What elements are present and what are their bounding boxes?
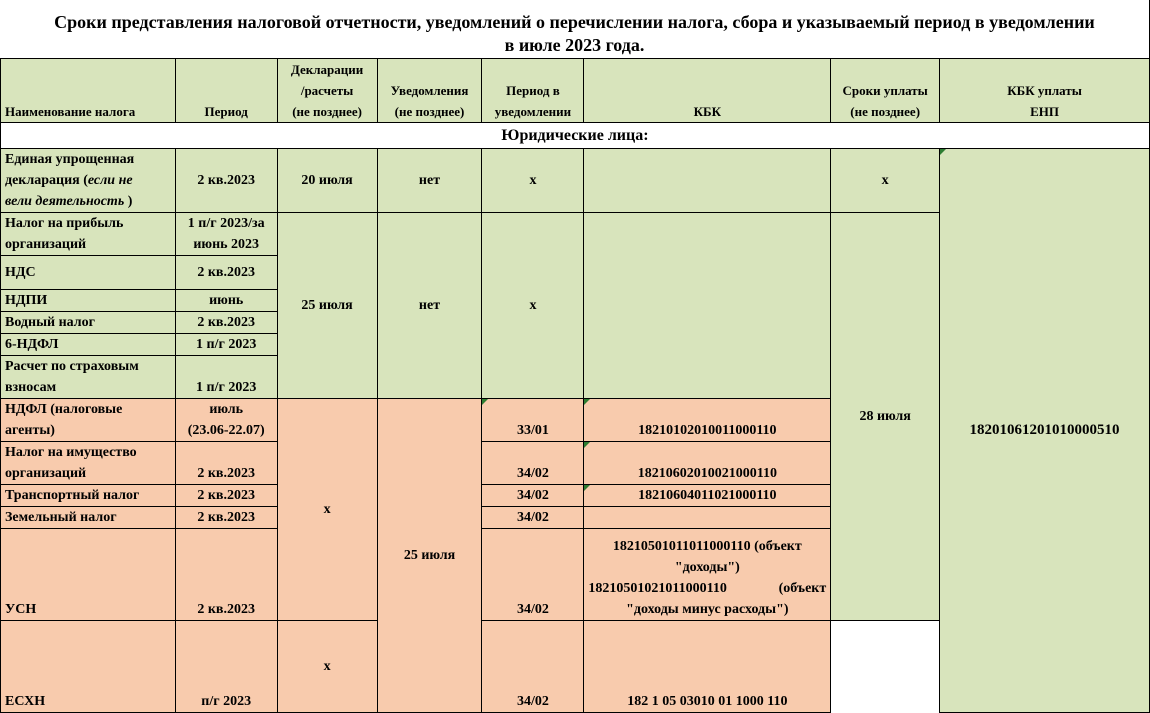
header-notice: [377, 59, 482, 123]
row-eshn-notice-period: 34/02: [482, 621, 584, 713]
header-declaration-line-1: Декларации: [290, 62, 364, 77]
row-usn-decl-period: 2 кв.2023: [175, 149, 277, 213]
row-transport-notice-period: 34/02: [482, 485, 584, 507]
row-ndfl-agents-kbk: 18210102010011000110: [584, 399, 831, 442]
row-profit-name: [1, 213, 176, 256]
usn-kbk-line-3: [588, 578, 826, 599]
row-water-name: Водный налог: [1, 312, 176, 334]
row-usn-decl-notice: нет: [377, 149, 482, 213]
row-transport-kbk: 18210604011021000110: [584, 485, 831, 507]
row-profit-period: [175, 213, 277, 256]
usn-kbk-line-2: "доходы"): [674, 560, 740, 575]
header-kbk-enp: [940, 59, 1150, 123]
row-eshn-period: п/г 2023: [175, 621, 277, 713]
property-name-line-1: Налог на имущество: [5, 445, 137, 460]
header-pay-deadline: [831, 59, 940, 123]
row-usn-name: УСН: [1, 529, 176, 621]
row-property-kbk: 18210602010021000110: [584, 442, 831, 485]
usn-decl-name-line-3: [5, 191, 171, 212]
page-title: [0, 0, 1150, 58]
title-line-2: в июле 2023 года.: [504, 35, 645, 55]
insurance-name-line-1: Расчет по страховым: [5, 359, 139, 374]
usn-kbk-line-3b: (объект: [778, 581, 827, 596]
usn-kbk-line-3a: 18210501021011000110: [588, 581, 727, 596]
property-name-line-2: организаций: [5, 466, 87, 481]
header-declaration-line-3: (не позднее): [292, 104, 362, 119]
ndfl-agents-period-line-2: (23.06-22.07): [187, 423, 265, 438]
orange-declaration-1: х: [277, 399, 377, 621]
row-usn-decl-notice-period: х: [482, 149, 584, 213]
row-usn-decl-kbk: [584, 149, 831, 213]
row-usn-kbk: [584, 529, 831, 621]
tax-deadlines-table: [0, 58, 1150, 713]
usn-kbk-line-4: "доходы минус расходы"): [626, 602, 789, 617]
header-kbk-enp-line-2: ЕНП: [1030, 104, 1059, 119]
header-notice-period-line-1: Период в: [506, 83, 560, 98]
row-property-name: [1, 442, 176, 485]
header-name: Наименование налога: [1, 59, 176, 123]
row-land-notice-period: 34/02: [482, 507, 584, 529]
group-kbk: [584, 213, 831, 399]
row-usn-decl-pay-deadline: х: [831, 149, 940, 213]
row-ndfl6-period: 1 п/г 2023: [175, 334, 277, 356]
row-eshn-name: ЕСХН: [1, 621, 176, 713]
profit-name-line-1: Налог на прибыль: [5, 216, 124, 231]
header-notice-line-1: Уведомления: [390, 83, 469, 98]
header-row: [1, 59, 1150, 123]
row-usn-notice-period: 34/02: [482, 529, 584, 621]
row-transport-name: Транспортный налог: [1, 485, 176, 507]
header-kbk-enp-line-1: КБК уплаты: [1007, 83, 1082, 98]
header-declaration: [277, 59, 377, 123]
header-declaration-line-2: /расчеты: [300, 83, 354, 98]
row-land-period: 2 кв.2023: [175, 507, 277, 529]
row-ndfl-agents-name: [1, 399, 176, 442]
orange-notice: 25 июля: [377, 399, 482, 713]
row-property-period: 2 кв.2023: [175, 442, 277, 485]
header-pay-deadline-line-2: (не позднее): [850, 104, 921, 119]
row-usn-decl-name: [1, 149, 176, 213]
header-notice-period: [482, 59, 584, 123]
usn-decl-name-italic-2: вели деятельность: [5, 194, 125, 209]
row-insurance-period: 1 п/г 2023: [175, 356, 277, 399]
insurance-name-line-2: взносам: [5, 380, 57, 395]
row-nds-period: 2 кв.2023: [175, 256, 277, 290]
row-property-notice-period: 34/02: [482, 442, 584, 485]
table-row: [1, 149, 1150, 213]
row-ndfl-agents-notice-period: 33/01: [482, 399, 584, 442]
row-land-kbk: [584, 507, 831, 529]
row-ndpi-name: НДПИ: [1, 290, 176, 312]
row-eshn-kbk: 182 1 05 03010 01 1000 110: [584, 621, 831, 713]
usn-decl-name-text: декларация (: [5, 173, 88, 188]
header-pay-deadline-line-1: Сроки уплаты: [842, 83, 928, 98]
header-kbk: КБК: [584, 59, 831, 123]
ndfl-agents-name-line-1: НДФЛ (налоговые: [5, 402, 123, 417]
header-notice-line-2: (не позднее): [394, 104, 465, 119]
section-title: Юридические лица:: [1, 123, 1150, 149]
ndfl-agents-period-line-1: июль: [209, 402, 244, 417]
header-period: Период: [175, 59, 277, 123]
row-ndpi-period: июнь: [175, 290, 277, 312]
group-notice: нет: [377, 213, 482, 399]
usn-decl-name-line-2: [5, 170, 171, 191]
orange-declaration-2: х: [277, 621, 377, 713]
header-notice-period-line-2: уведомлении: [494, 104, 572, 119]
usn-kbk-line-1: 18210501011011000110 (объект: [612, 539, 802, 554]
group-notice-period: х: [482, 213, 584, 399]
row-usn-decl-declaration: 20 июля: [277, 149, 377, 213]
usn-decl-name-italic-1: если не: [87, 173, 133, 188]
ndfl-agents-name-line-2: агенты): [5, 423, 55, 438]
usn-decl-name-line-1: Единая упрощенная: [5, 152, 135, 167]
profit-period-line-2: июнь 2023: [193, 237, 260, 252]
row-ndfl6-name: 6-НДФЛ: [1, 334, 176, 356]
title-line-1: Сроки представления налоговой отчетности, уведомлений о перечислении налога, сбора и указываемый период в уведомлении: [54, 12, 1095, 32]
kbk-enp-cell: 18201061201010000510: [940, 149, 1150, 713]
pay-deadline-cell: 28 июля: [831, 213, 940, 621]
section-row: [1, 123, 1150, 149]
profit-name-line-2: организаций: [5, 237, 87, 252]
row-transport-period: 2 кв.2023: [175, 485, 277, 507]
row-water-period: 2 кв.2023: [175, 312, 277, 334]
row-nds-name: НДС: [1, 256, 176, 290]
row-ndfl-agents-period: [175, 399, 277, 442]
row-land-name: Земельный налог: [1, 507, 176, 529]
profit-period-line-1: 1 п/г 2023/за: [187, 216, 265, 231]
group-declaration: 25 июля: [277, 213, 377, 399]
row-insurance-name: [1, 356, 176, 399]
row-usn-period: 2 кв.2023: [175, 529, 277, 621]
usn-decl-name-close: ): [124, 194, 133, 209]
